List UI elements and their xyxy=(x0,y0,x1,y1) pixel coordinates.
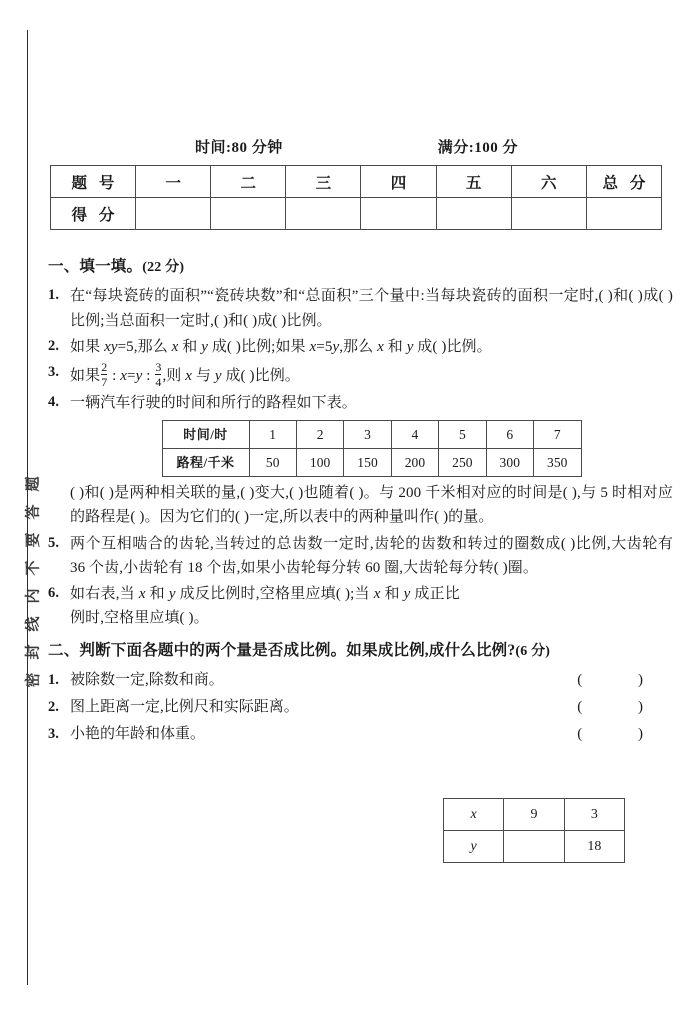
q2-var-y1: y xyxy=(201,338,208,355)
question-6-text xyxy=(70,582,460,631)
question-2-text xyxy=(70,335,673,359)
time-value-7: 7 xyxy=(534,420,581,448)
q3-fraction-three-quarters xyxy=(155,361,161,388)
q2-var-x2: x xyxy=(309,338,317,355)
speed-table-wrapper xyxy=(70,420,673,477)
score-summary-table xyxy=(50,165,662,230)
q3-frag-a: 如果 xyxy=(70,368,101,385)
q2-var-y2: y xyxy=(332,338,340,355)
q2-frag-h: 成( )比例。 xyxy=(413,338,492,355)
exam-body xyxy=(48,255,673,748)
score-table-row-label-number: 题 号 xyxy=(51,166,136,198)
question-5 xyxy=(48,532,673,581)
q2-frag-g: 和 xyxy=(383,338,407,355)
section-two-points: (6 分) xyxy=(515,643,551,659)
judge-item-3-answer-blank[interactable]: ( ) xyxy=(577,725,669,742)
section-one-points: (22 分) xyxy=(142,260,185,275)
distance-value-5: 250 xyxy=(439,448,486,476)
question-5-number: 5. xyxy=(48,534,60,551)
score-table-col-3: 三 xyxy=(286,166,361,198)
question-1-text: 在“每块瓷砖的面积”“瓷砖块数”和“总面积”三个量中:当每块瓷砖的面积一定时,( )和( )成( )比例;当总面积一定时,( )和( )成( )比例。 xyxy=(70,288,673,329)
q6-var-x1: x xyxy=(138,586,146,603)
q3-frag-c: = xyxy=(127,368,136,385)
score-table-col-6: 六 xyxy=(511,166,586,198)
table-row xyxy=(162,420,581,448)
speed-table-header-time: 时间/时 xyxy=(162,420,249,448)
q3-frac1-numerator: 2 xyxy=(101,360,108,375)
score-cell-4[interactable] xyxy=(361,198,436,230)
time-value-3: 3 xyxy=(344,420,391,448)
xy-table-x-value-1: 9 xyxy=(504,799,564,831)
q3-var-y1: y xyxy=(135,368,143,385)
table-row xyxy=(51,166,662,198)
score-table-col-1: 一 xyxy=(136,166,211,198)
judge-item-3-number: 3. xyxy=(48,725,59,742)
q3-var-x2: x xyxy=(185,368,193,385)
q3-frag-d: : xyxy=(142,368,155,385)
distance-value-1: 50 xyxy=(249,448,296,476)
distance-value-3: 150 xyxy=(344,448,391,476)
time-distance-table xyxy=(162,420,582,477)
q3-frag-e: ,则 xyxy=(162,368,186,385)
score-cell-3[interactable] xyxy=(286,198,361,230)
judge-item-2-number: 2. xyxy=(48,698,59,715)
judge-item-3 xyxy=(48,722,673,748)
q2-var-y3: y xyxy=(406,338,414,355)
table-row xyxy=(162,448,581,476)
q2-frag-e: =5 xyxy=(316,338,333,355)
q3-frag-g: 成( )比例。 xyxy=(221,368,300,385)
q6-frag-c: 成反比例时,空格里应填( );当 xyxy=(175,586,374,603)
score-table-col-2: 二 xyxy=(211,166,286,198)
judge-item-2 xyxy=(48,695,673,721)
time-value-2: 2 xyxy=(296,420,343,448)
xy-table-label-x: x xyxy=(444,799,504,831)
judge-item-2-answer-blank[interactable]: ( ) xyxy=(577,698,669,715)
table-row xyxy=(444,831,625,863)
question-2-number: 2. xyxy=(48,337,60,354)
question-4-text: 一辆汽车行驶的时间和所行的路程如下表。 xyxy=(70,394,357,411)
speed-table-header-distance: 路程/千米 xyxy=(162,448,249,476)
judge-item-1-answer-blank[interactable]: ( ) xyxy=(577,671,669,688)
q3-frag-f: 与 xyxy=(192,368,215,385)
q6-var-y1: y xyxy=(168,586,176,603)
score-table-row-label-score: 得 分 xyxy=(51,198,136,230)
distance-value-7: 350 xyxy=(534,448,581,476)
q3-frag-b: : xyxy=(108,368,121,385)
score-cell-total[interactable] xyxy=(586,198,661,230)
question-4-followup-text: ( )和( )是两种相关联的量,( )变大,( )也随着( )。与 200 千米相对应的时间是( ),与 5 时相对应的路程是( )。因为它们的( )一定,所以表中的两种量叫作( )的量。 xyxy=(70,484,673,526)
time-value-1: 1 xyxy=(249,420,296,448)
judge-item-2-text: 图上距离一定,比例尺和实际距离。 xyxy=(70,698,299,715)
q3-frac2-denominator: 4 xyxy=(155,374,162,389)
q3-frac1-denominator: 7 xyxy=(101,374,108,389)
score-cell-2[interactable] xyxy=(211,198,286,230)
score-cell-1[interactable] xyxy=(136,198,211,230)
q2-frag-f: ,那么 xyxy=(339,338,378,355)
q2-var-x3: x xyxy=(377,338,384,355)
judge-item-3-text: 小艳的年龄和体重。 xyxy=(70,725,206,742)
q2-frag-c: 和 xyxy=(178,338,202,355)
table-row xyxy=(51,198,662,230)
question-1-number: 1. xyxy=(48,287,60,304)
section-two-title: 二、判断下面各题中的两个量是否成比例。如果成比例,成什么比例? xyxy=(48,641,516,659)
q2-var-x1: x xyxy=(171,338,179,355)
question-6 xyxy=(48,582,460,631)
question-3-text xyxy=(70,361,673,389)
q3-fraction-two-sevenths xyxy=(101,361,107,388)
judge-item-1 xyxy=(48,668,673,694)
q6-frag-a: 如右表,当 xyxy=(70,586,139,603)
xy-table-y-value-2: 18 xyxy=(564,831,624,863)
judge-item-1-text: 被除数一定,除数和商。 xyxy=(70,671,224,688)
time-value-6: 6 xyxy=(486,420,533,448)
question-4-number: 4. xyxy=(48,393,60,410)
time-value-4: 4 xyxy=(391,420,438,448)
full-marks-label: 满分:100 分 xyxy=(437,140,518,156)
distance-value-4: 200 xyxy=(391,448,438,476)
score-table-col-total: 总 分 xyxy=(586,166,661,198)
xy-table-y-value-1[interactable] xyxy=(504,831,564,863)
q2-var-xy: xy xyxy=(104,338,118,355)
time-value-5: 5 xyxy=(439,420,486,448)
score-cell-6[interactable] xyxy=(511,198,586,230)
xy-table-x-value-2: 3 xyxy=(564,799,624,831)
q6-var-x2: x xyxy=(373,586,381,603)
q3-var-x1: x xyxy=(120,368,128,385)
xy-proportion-table xyxy=(443,798,625,863)
question-5-text: 两个互相啮合的齿轮,当转过的总齿数一定时,齿轮的齿数和转过的圈数成( )比例,大齿轮有 36 个齿,小齿轮有 18 个齿,如果小齿轮每分转 60 圈,大齿轮每分转( )圈。 xyxy=(70,535,673,576)
q2-frag-d: 成( )比例;如果 xyxy=(207,338,310,355)
q6-frag-b: 和 xyxy=(145,586,169,603)
score-table-col-5: 五 xyxy=(436,166,511,198)
exam-meta-line xyxy=(47,136,665,157)
q6-frag-e: 成正比例时,空格里应填( )。 xyxy=(70,586,460,627)
q6-frag-d: 和 xyxy=(380,586,404,603)
q3-var-y2: y xyxy=(214,368,222,385)
question-1 xyxy=(48,284,673,333)
question-4 xyxy=(48,391,673,530)
q6-var-y2: y xyxy=(403,586,411,603)
question-6-number: 6. xyxy=(48,585,60,602)
section-one-title: 一、填一填。 xyxy=(48,258,143,275)
score-cell-5[interactable] xyxy=(436,198,511,230)
score-table-col-4: 四 xyxy=(361,166,436,198)
xy-table-label-y: y xyxy=(444,831,504,863)
question-2 xyxy=(48,335,673,359)
seal-margin-text: 密封线内不要答题 xyxy=(25,463,42,688)
judge-item-1-number: 1. xyxy=(48,671,59,688)
distance-value-6: 300 xyxy=(486,448,533,476)
q3-frac2-numerator: 3 xyxy=(155,360,162,375)
q2-frag-b: =5,那么 xyxy=(117,338,172,355)
time-limit-label: 时间:80 分钟 xyxy=(195,140,283,156)
section-one-heading xyxy=(48,255,673,278)
q2-frag-a: 如果 xyxy=(70,338,105,355)
question-3-number: 3. xyxy=(48,364,60,381)
table-row xyxy=(444,799,625,831)
distance-value-2: 100 xyxy=(296,448,343,476)
question-3 xyxy=(48,361,673,389)
section-two-heading xyxy=(48,639,673,662)
